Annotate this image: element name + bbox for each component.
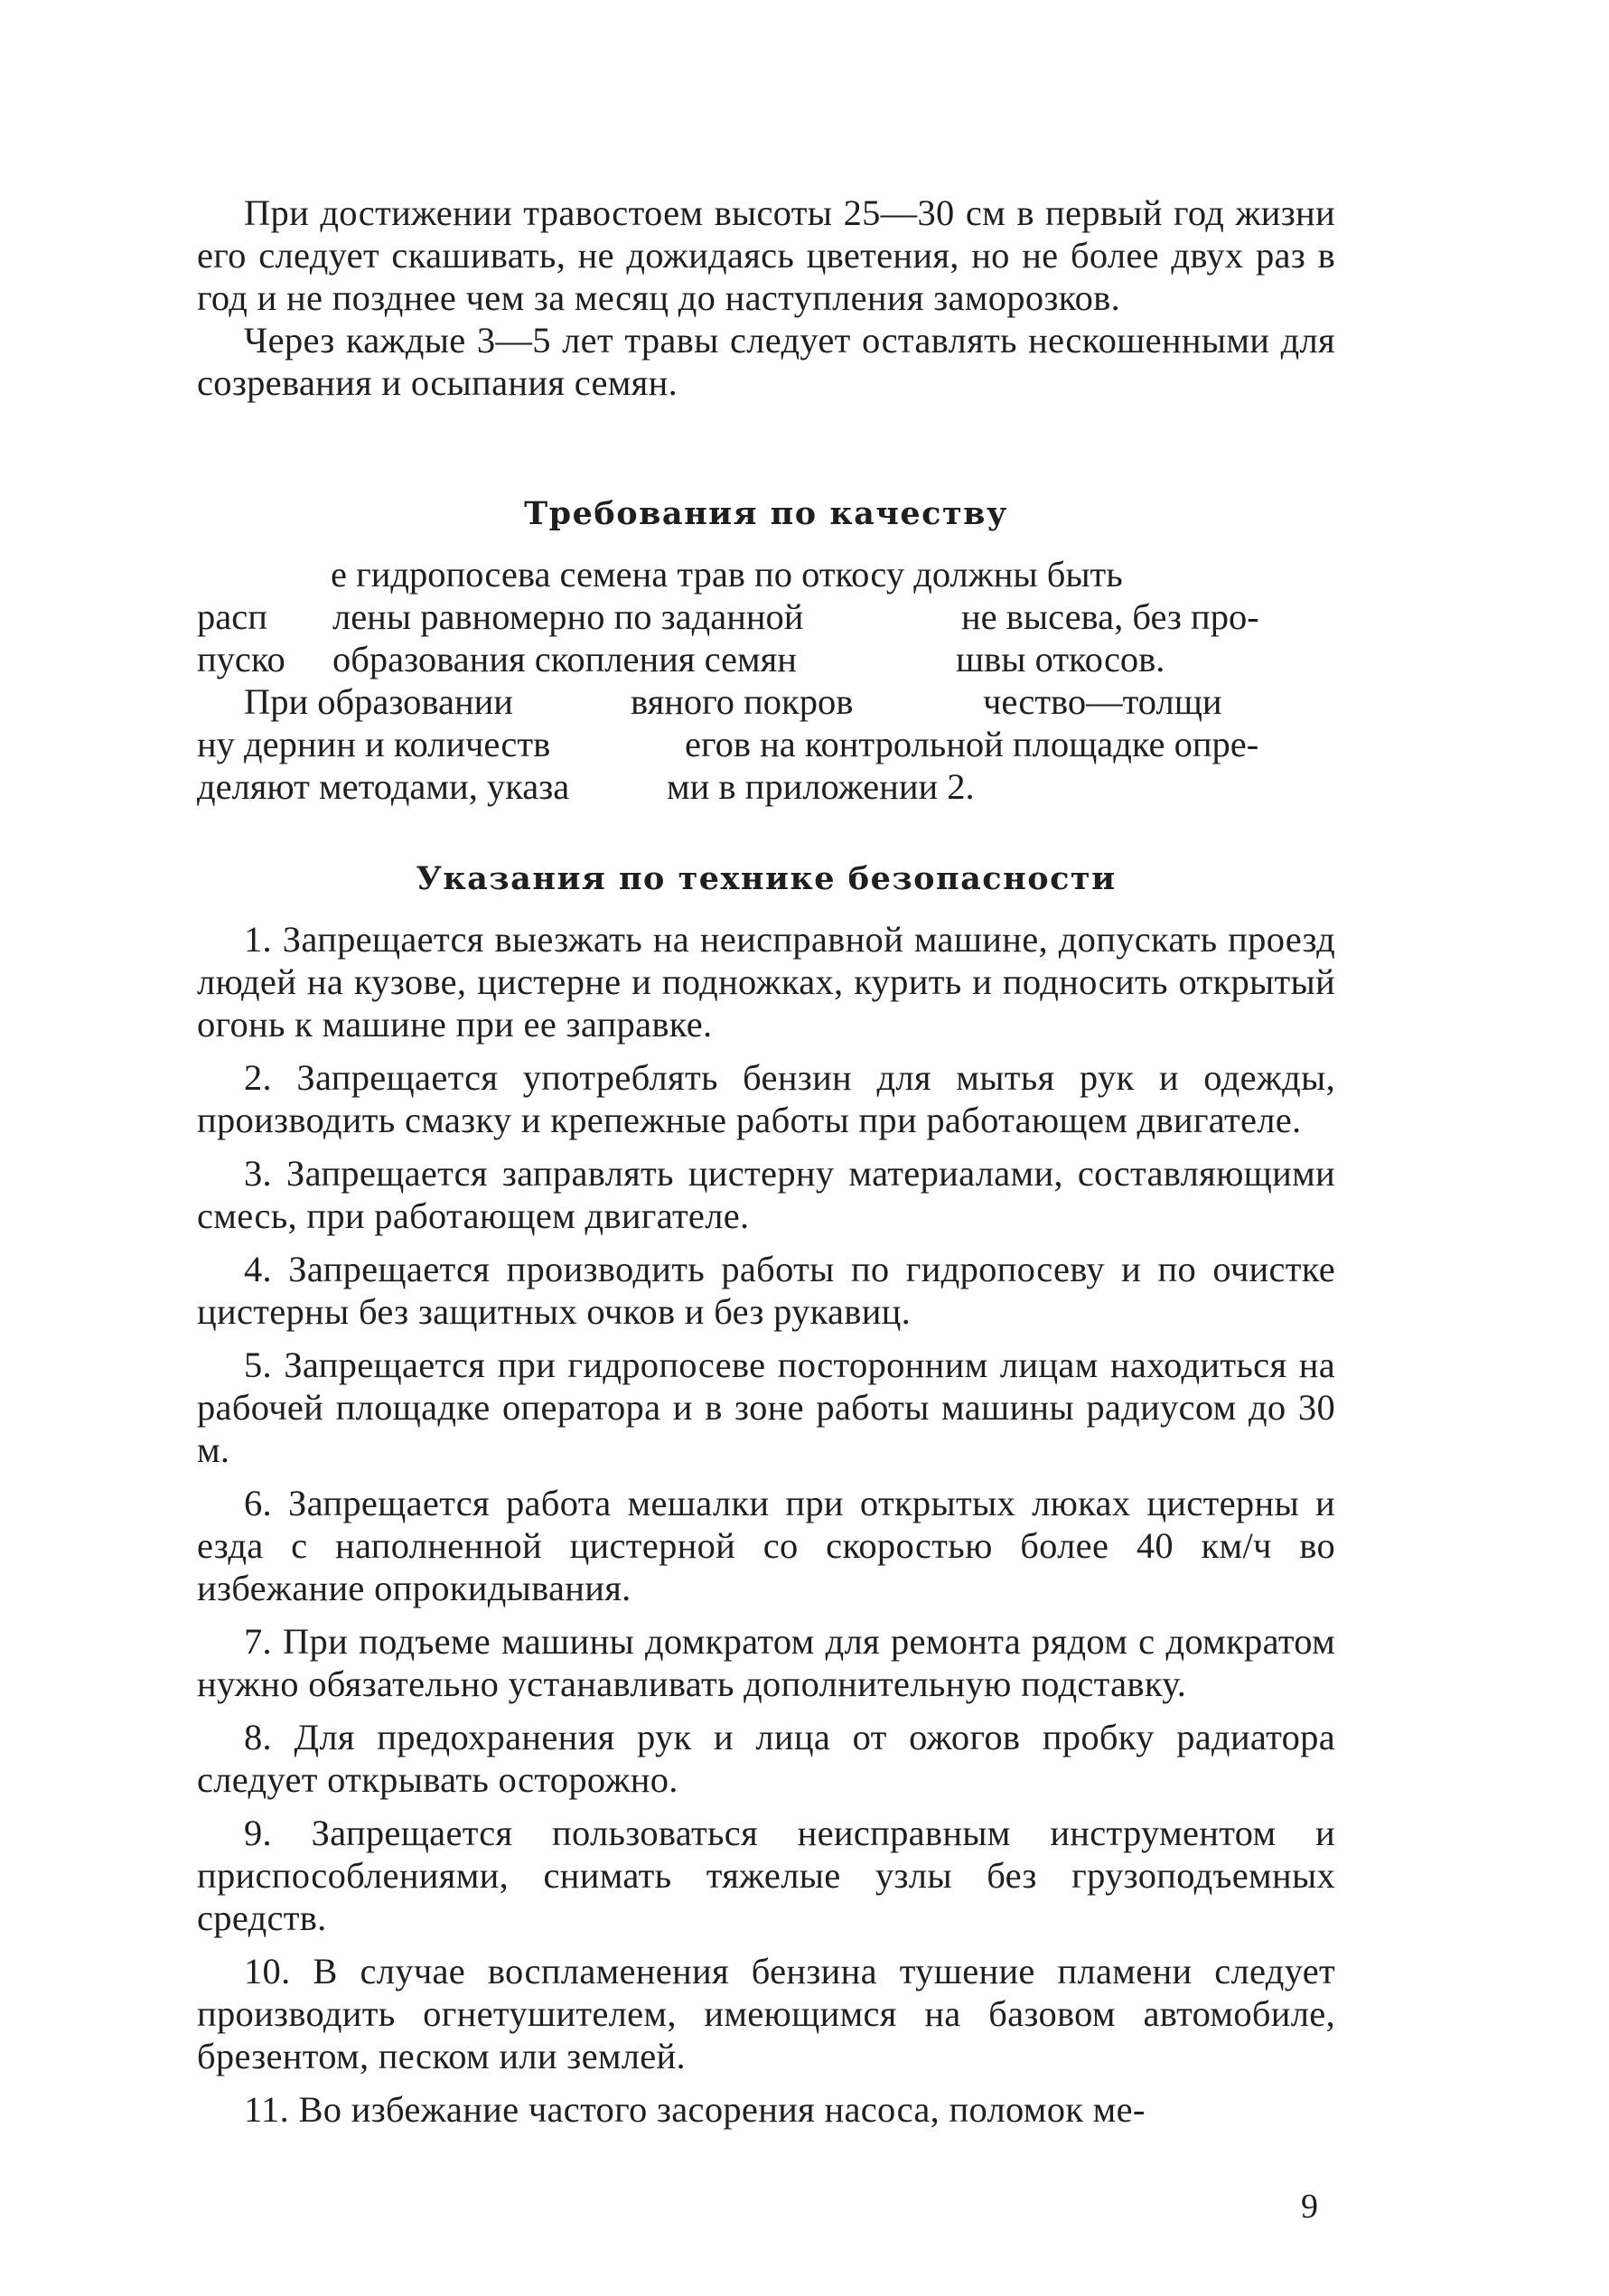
page-number: 9 (1301, 2188, 1318, 2226)
quality-heading: Требования по качеству (524, 495, 1008, 532)
damaged-line (197, 765, 1335, 808)
intro-section (197, 192, 1335, 404)
safety-heading: Указания по технике безопасности (416, 860, 1117, 897)
list-item: 6. Запрещается работа мешалки при открытых люках цистерны и езда с наполненной цистерной со скоростью более 40 км/ч во избежание опрокидывания. (197, 1483, 1335, 1608)
safety-list (197, 918, 1335, 2141)
list-item: 10. В случае воспламенения бензина тушение пламени следует производить огнетушителем, имеющимся на базовом автомобиле, брезентом, песком или землей. (197, 1951, 1335, 2076)
intro-paragraph: При достижении травостоем высоты 25—30 см в первый год жизни его следует скашивать, не дожидаясь цветения, но не более двух раз в год и не позднее чем за месяц до наступления заморозков. (197, 192, 1335, 318)
text-fragment: ми в приложении 2. (667, 766, 975, 807)
text-fragment: лены равномерно по заданной (332, 596, 804, 637)
damaged-line (197, 595, 1335, 638)
damaged-line (197, 680, 1335, 723)
text-fragment: чество—толщи (983, 681, 1222, 722)
text-fragment: образования скопления семян (332, 639, 797, 679)
list-item: 2. Запрещается употреблять бензин для мытья рук и одежды, производить смазку и крепежные работы при работающем двигателе. (197, 1057, 1335, 1140)
text-fragment: е гидропосева семена трав по откосу должны быть (331, 554, 1123, 595)
damaged-line (197, 553, 1335, 595)
list-item: 3. Запрещается заправлять цистерну материалами, составляющими смесь, при работающем двигателе. (197, 1153, 1335, 1236)
text-fragment: пуско (197, 639, 285, 679)
text-fragment: деляют методами, указа (197, 766, 570, 807)
list-item: 4. Запрещается производить работы по гидропосеву и по очистке цистерны без защитных очков и без рукавиц. (197, 1249, 1335, 1332)
list-item: 1. Запрещается выезжать на неисправной машине, допускать проезд людей на кузове, цистерне и подножках, курить и подносить открытый огонь к машине при ее заправке. (197, 919, 1335, 1045)
intro-paragraph: Через каждые 3—5 лет травы следует оставлять нескошенными для созревания и осыпания семян. (197, 320, 1335, 403)
text-fragment: расп (197, 596, 267, 637)
damaged-line (197, 723, 1335, 765)
list-item: 5. Запрещается при гидропосеве посторонним лицам находиться на рабочей площадке оператора и в зоне работы машины радиусом до 30 м. (197, 1345, 1335, 1470)
text-fragment: не высева, без про- (961, 596, 1259, 637)
text-fragment: швы откосов. (956, 639, 1165, 679)
list-item: 8. Для предохранения рук и лица от ожогов пробку радиатора следует открывать осторожно. (197, 1717, 1335, 1800)
text-fragment: вяного покров (631, 681, 854, 722)
list-item: 7. При подъеме машины домкратом для ремонта рядом с домкратом нужно обязательно устанавливать дополнительную подставку. (197, 1621, 1335, 1704)
quality-damaged-text (197, 553, 1335, 808)
text-fragment: ну дернин и количеств (197, 724, 551, 764)
list-item: 9. Запрещается пользоваться неисправным инструментом и приспособлениями, снимать тяжелые узлы без грузоподъемных средств. (197, 1813, 1335, 1938)
text-fragment: При образовании (244, 681, 513, 722)
text-fragment: егов на контрольной площадке опре- (685, 724, 1259, 764)
damaged-line (197, 638, 1335, 680)
list-item: 11. Во избежание частого засорения насоса, поломок ме- (244, 2089, 1146, 2130)
